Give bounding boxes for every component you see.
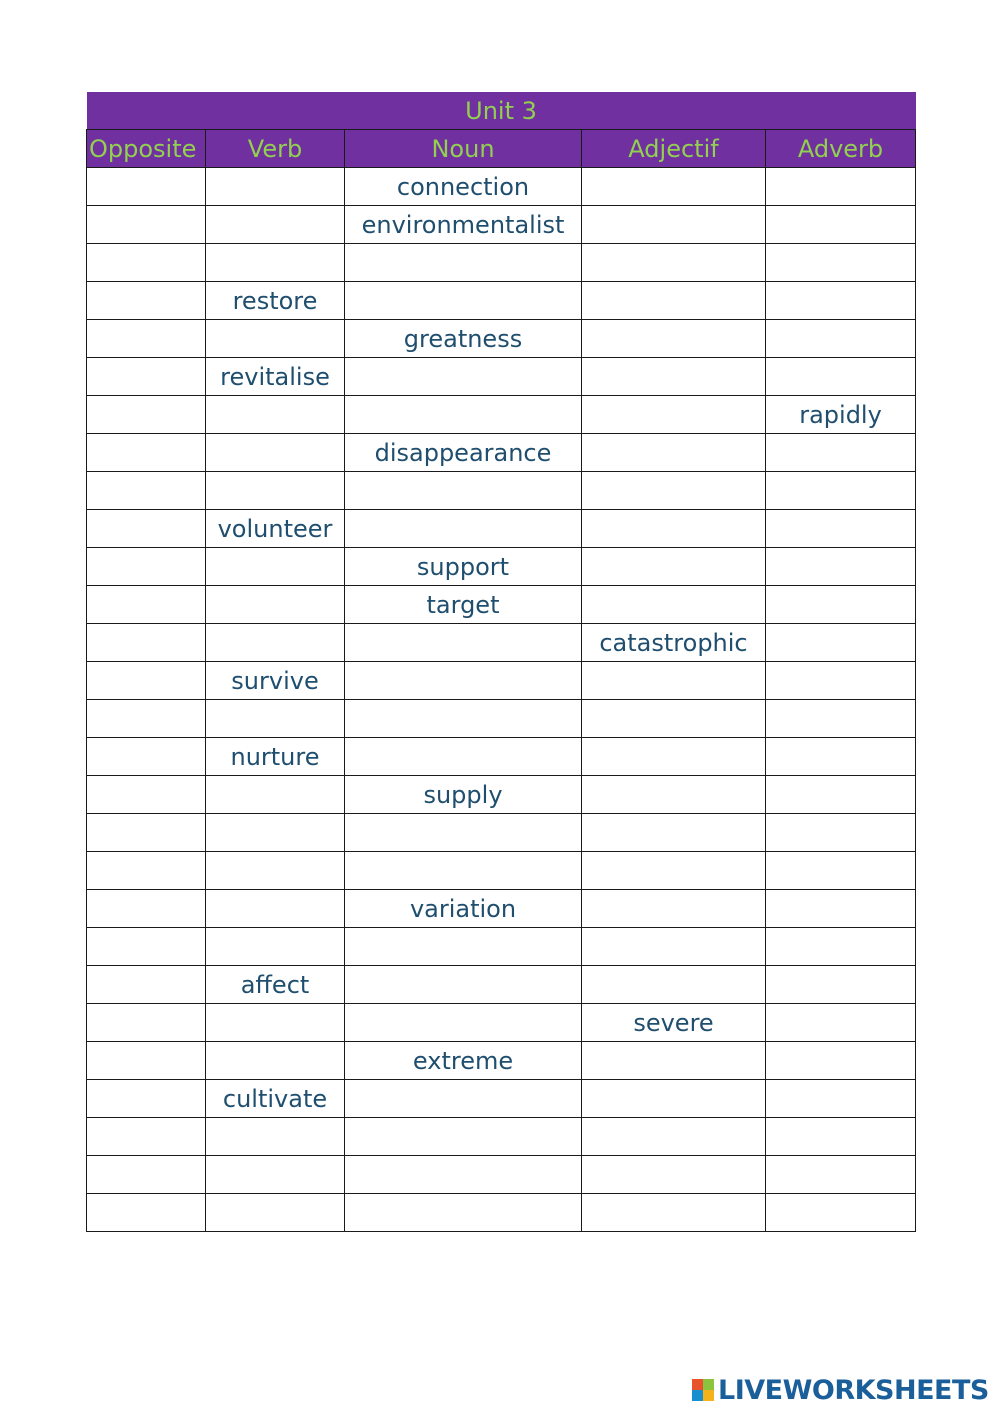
answer-cell-noun[interactable]	[345, 510, 582, 548]
table-row	[87, 1080, 916, 1118]
answer-cell-adjectif[interactable]	[582, 396, 766, 434]
answer-cell-opposite[interactable]	[87, 206, 206, 244]
logo-mark-icon	[692, 1379, 714, 1401]
answer-cell-verb[interactable]	[206, 548, 345, 586]
answer-cell-noun[interactable]	[345, 738, 582, 776]
word-cell-verb: cultivate	[206, 1080, 345, 1118]
table-row	[87, 966, 916, 1004]
answer-cell-adverb[interactable]	[766, 776, 916, 814]
answer-cell-verb[interactable]	[206, 244, 345, 282]
table-row	[87, 662, 916, 700]
table-row	[87, 282, 916, 320]
table-row	[87, 1042, 916, 1080]
answer-cell-verb[interactable]	[206, 776, 345, 814]
answer-cell-opposite[interactable]	[87, 928, 206, 966]
table-row	[87, 814, 916, 852]
answer-cell-adjectif[interactable]	[582, 282, 766, 320]
answer-cell-opposite[interactable]	[87, 814, 206, 852]
logo-text: LIVEWORKSHEETS	[718, 1374, 989, 1406]
answer-cell-adjectif[interactable]	[582, 852, 766, 890]
answer-cell-adjectif[interactable]	[582, 434, 766, 472]
answer-cell-adjectif[interactable]	[582, 776, 766, 814]
answer-cell-adjectif[interactable]	[582, 510, 766, 548]
table-row	[87, 700, 916, 738]
answer-cell-adjectif[interactable]	[582, 168, 766, 206]
word-cell-adjectif: catastrophic	[582, 624, 766, 662]
answer-cell-adverb[interactable]	[766, 168, 916, 206]
answer-cell-adjectif[interactable]	[582, 966, 766, 1004]
table-row	[87, 586, 916, 624]
answer-cell-verb[interactable]	[206, 890, 345, 928]
answer-cell-opposite[interactable]	[87, 624, 206, 662]
answer-cell-adverb[interactable]	[766, 510, 916, 548]
answer-cell-adjectif[interactable]	[582, 358, 766, 396]
answer-cell-opposite[interactable]	[87, 966, 206, 1004]
answer-cell-opposite[interactable]	[87, 738, 206, 776]
answer-cell-adjectif[interactable]	[582, 548, 766, 586]
answer-cell-opposite[interactable]	[87, 396, 206, 434]
answer-cell-noun[interactable]	[345, 700, 582, 738]
answer-cell-verb[interactable]	[206, 624, 345, 662]
answer-cell-opposite[interactable]	[87, 700, 206, 738]
answer-cell-adjectif[interactable]	[582, 586, 766, 624]
table-row	[87, 472, 916, 510]
word-cell-verb: survive	[206, 662, 345, 700]
answer-cell-opposite[interactable]	[87, 548, 206, 586]
answer-cell-opposite[interactable]	[87, 1156, 206, 1194]
answer-cell-noun[interactable]	[345, 1080, 582, 1118]
answer-cell-adjectif[interactable]	[582, 928, 766, 966]
word-cell-verb: volunteer	[206, 510, 345, 548]
answer-cell-adverb[interactable]	[766, 548, 916, 586]
table-body	[87, 168, 916, 1232]
table-row	[87, 358, 916, 396]
answer-cell-adverb[interactable]	[766, 662, 916, 700]
answer-cell-adverb[interactable]	[766, 1156, 916, 1194]
table-row	[87, 852, 916, 890]
word-cell-noun: greatness	[345, 320, 582, 358]
table-row	[87, 890, 916, 928]
answer-cell-noun[interactable]	[345, 472, 582, 510]
word-cell-verb: affect	[206, 966, 345, 1004]
answer-cell-adjectif[interactable]	[582, 320, 766, 358]
answer-cell-adverb[interactable]	[766, 624, 916, 662]
answer-cell-verb[interactable]	[206, 1118, 345, 1156]
answer-cell-adverb[interactable]	[766, 1118, 916, 1156]
answer-cell-adverb[interactable]	[766, 1194, 916, 1232]
answer-cell-verb[interactable]	[206, 434, 345, 472]
answer-cell-adjectif[interactable]	[582, 472, 766, 510]
answer-cell-adverb[interactable]	[766, 890, 916, 928]
table-row	[87, 510, 916, 548]
answer-cell-verb[interactable]	[206, 1004, 345, 1042]
answer-cell-verb[interactable]	[206, 700, 345, 738]
table-row	[87, 738, 916, 776]
logo-square	[703, 1390, 714, 1401]
word-cell-noun: disappearance	[345, 434, 582, 472]
answer-cell-adverb[interactable]	[766, 1042, 916, 1080]
word-cell-noun: environmentalist	[345, 206, 582, 244]
answer-cell-verb[interactable]	[206, 928, 345, 966]
word-cell-noun: extreme	[345, 1042, 582, 1080]
answer-cell-opposite[interactable]	[87, 434, 206, 472]
table-row	[87, 206, 916, 244]
answer-cell-adverb[interactable]	[766, 738, 916, 776]
answer-cell-noun[interactable]	[345, 928, 582, 966]
answer-cell-adverb[interactable]	[766, 244, 916, 282]
answer-cell-adverb[interactable]	[766, 966, 916, 1004]
logo-square	[703, 1379, 714, 1390]
answer-cell-adverb[interactable]	[766, 586, 916, 624]
answer-cell-adverb[interactable]	[766, 814, 916, 852]
answer-cell-verb[interactable]	[206, 472, 345, 510]
answer-cell-opposite[interactable]	[87, 1194, 206, 1232]
answer-cell-noun[interactable]	[345, 282, 582, 320]
answer-cell-opposite[interactable]	[87, 1118, 206, 1156]
answer-cell-opposite[interactable]	[87, 282, 206, 320]
answer-cell-noun[interactable]	[345, 1004, 582, 1042]
word-cell-adjectif: severe	[582, 1004, 766, 1042]
table-row	[87, 928, 916, 966]
table-row	[87, 548, 916, 586]
answer-cell-adjectif[interactable]	[582, 700, 766, 738]
table-row	[87, 1194, 916, 1232]
word-cell-adverb: rapidly	[766, 396, 916, 434]
answer-cell-opposite[interactable]	[87, 358, 206, 396]
column-header-adverb: Adverb	[766, 130, 916, 168]
answer-cell-adjectif[interactable]	[582, 1042, 766, 1080]
answer-cell-adjectif[interactable]	[582, 1156, 766, 1194]
answer-cell-verb[interactable]	[206, 814, 345, 852]
answer-cell-verb[interactable]	[206, 320, 345, 358]
unit-title: Unit 3	[87, 92, 916, 130]
answer-cell-noun[interactable]	[345, 1194, 582, 1232]
answer-cell-opposite[interactable]	[87, 168, 206, 206]
column-header-noun: Noun	[345, 130, 582, 168]
answer-cell-opposite[interactable]	[87, 662, 206, 700]
logo-square	[692, 1379, 703, 1390]
column-header-opposite: Opposite	[87, 130, 206, 168]
title-row	[87, 92, 916, 130]
table-row	[87, 244, 916, 282]
answer-cell-adjectif[interactable]	[582, 1194, 766, 1232]
word-cell-verb: restore	[206, 282, 345, 320]
liveworksheets-logo	[692, 1376, 989, 1404]
answer-cell-adjectif[interactable]	[582, 890, 766, 928]
column-header-verb: Verb	[206, 130, 345, 168]
table-row	[87, 624, 916, 662]
answer-cell-opposite[interactable]	[87, 244, 206, 282]
answer-cell-opposite[interactable]	[87, 472, 206, 510]
answer-cell-verb[interactable]	[206, 1194, 345, 1232]
answer-cell-adjectif[interactable]	[582, 1118, 766, 1156]
table-row	[87, 1118, 916, 1156]
answer-cell-adverb[interactable]	[766, 472, 916, 510]
word-cell-noun: variation	[345, 890, 582, 928]
answer-cell-adjectif[interactable]	[582, 738, 766, 776]
table-row	[87, 434, 916, 472]
word-cell-noun: connection	[345, 168, 582, 206]
answer-cell-noun[interactable]	[345, 1156, 582, 1194]
table-row	[87, 396, 916, 434]
answer-cell-opposite[interactable]	[87, 586, 206, 624]
answer-cell-adjectif[interactable]	[582, 244, 766, 282]
answer-cell-adjectif[interactable]	[582, 662, 766, 700]
answer-cell-adverb[interactable]	[766, 1080, 916, 1118]
answer-cell-opposite[interactable]	[87, 890, 206, 928]
answer-cell-noun[interactable]	[345, 852, 582, 890]
answer-cell-adverb[interactable]	[766, 928, 916, 966]
answer-cell-verb[interactable]	[206, 396, 345, 434]
answer-cell-noun[interactable]	[345, 814, 582, 852]
answer-cell-verb[interactable]	[206, 168, 345, 206]
answer-cell-adverb[interactable]	[766, 320, 916, 358]
header-row	[87, 130, 916, 168]
answer-cell-opposite[interactable]	[87, 1004, 206, 1042]
answer-cell-adverb[interactable]	[766, 282, 916, 320]
answer-cell-noun[interactable]	[345, 396, 582, 434]
answer-cell-adverb[interactable]	[766, 358, 916, 396]
column-header-adjectif: Adjectif	[582, 130, 766, 168]
answer-cell-noun[interactable]	[345, 624, 582, 662]
answer-cell-adverb[interactable]	[766, 1004, 916, 1042]
answer-cell-verb[interactable]	[206, 206, 345, 244]
word-cell-verb: nurture	[206, 738, 345, 776]
answer-cell-noun[interactable]	[345, 662, 582, 700]
answer-cell-opposite[interactable]	[87, 852, 206, 890]
answer-cell-adjectif[interactable]	[582, 814, 766, 852]
answer-cell-noun[interactable]	[345, 358, 582, 396]
answer-cell-adjectif[interactable]	[582, 206, 766, 244]
table-row	[87, 1156, 916, 1194]
word-cell-noun: support	[345, 548, 582, 586]
answer-cell-opposite[interactable]	[87, 1080, 206, 1118]
answer-cell-verb[interactable]	[206, 586, 345, 624]
answer-cell-adverb[interactable]	[766, 434, 916, 472]
answer-cell-noun[interactable]	[345, 1118, 582, 1156]
answer-cell-opposite[interactable]	[87, 1042, 206, 1080]
answer-cell-opposite[interactable]	[87, 320, 206, 358]
word-cell-noun: supply	[345, 776, 582, 814]
answer-cell-adverb[interactable]	[766, 206, 916, 244]
answer-cell-adjectif[interactable]	[582, 1080, 766, 1118]
answer-cell-verb[interactable]	[206, 1156, 345, 1194]
answer-cell-noun[interactable]	[345, 966, 582, 1004]
answer-cell-opposite[interactable]	[87, 510, 206, 548]
vocabulary-table	[86, 92, 916, 1232]
table-row	[87, 776, 916, 814]
answer-cell-noun[interactable]	[345, 244, 582, 282]
table-row	[87, 320, 916, 358]
table-row	[87, 1004, 916, 1042]
answer-cell-verb[interactable]	[206, 852, 345, 890]
answer-cell-opposite[interactable]	[87, 776, 206, 814]
word-cell-verb: revitalise	[206, 358, 345, 396]
logo-square	[692, 1390, 703, 1401]
table-row	[87, 168, 916, 206]
word-cell-noun: target	[345, 586, 582, 624]
answer-cell-verb[interactable]	[206, 1042, 345, 1080]
answer-cell-adverb[interactable]	[766, 852, 916, 890]
answer-cell-adverb[interactable]	[766, 700, 916, 738]
